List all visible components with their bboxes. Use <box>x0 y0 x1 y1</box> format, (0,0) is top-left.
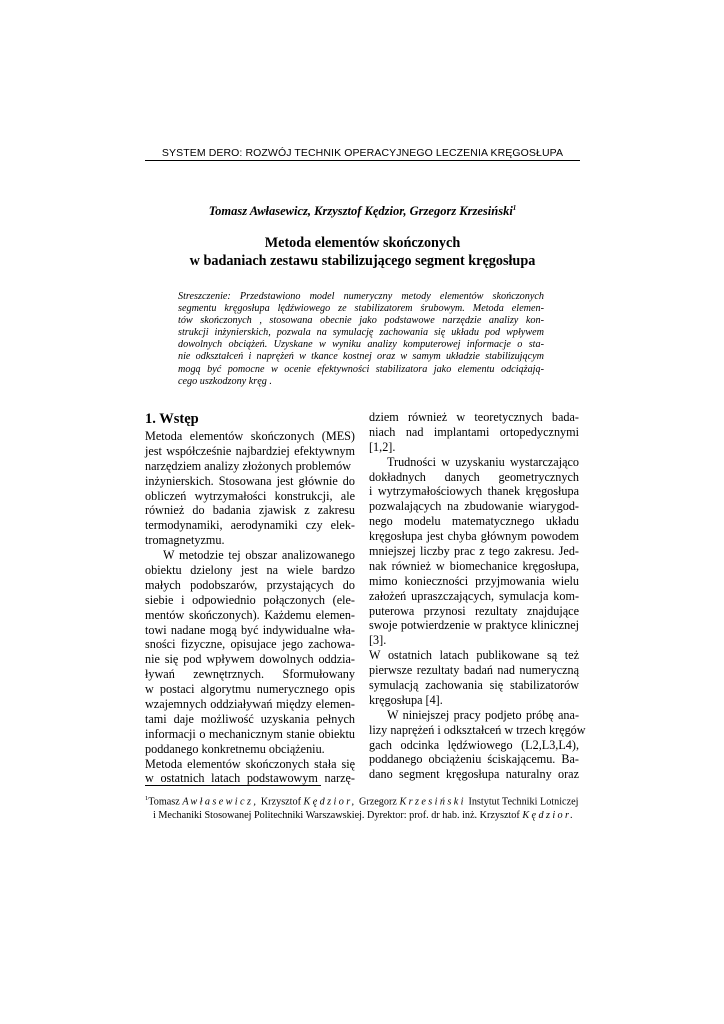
body-line: mniejszej liczby prac z tego zakresu. Jed- <box>369 544 579 559</box>
body-line: obliczeń wytrzymałości konstrukcji, ale <box>145 488 355 503</box>
body-line: pozwalających na zbudowanie wiarygod- <box>369 499 579 514</box>
body-line: również do badania zjawisk z zakresu <box>145 503 355 518</box>
paper-title <box>145 234 580 270</box>
body-line: niach nad implantami ortopedycznymi <box>369 424 579 439</box>
body-line: wzajemnych oddziaływań między elemen- <box>145 697 355 712</box>
body-line: inżynierskich. Stosowana jest głównie do <box>145 473 355 488</box>
body-line: kręgosłupa jest chyba głównym powodem <box>369 529 579 544</box>
title-line-1: Metoda elementów skończonych <box>264 235 461 251</box>
body-line: jest współcześnie najbardziej efektywnym <box>145 443 355 458</box>
body-line: w ostatnich latach podstawowym narzę- <box>145 771 355 786</box>
footnote-line-1 <box>145 792 585 809</box>
body-line: informacji o mechanicznym stanie obiektu <box>145 726 355 741</box>
footnote-line-2 <box>145 809 585 823</box>
footnote-text: Instytut Techniki Lotniczej <box>465 796 579 808</box>
body-line: swoje potwierdzenie w praktyce klinicznej <box>369 618 579 633</box>
body-line: mentów skończonych). Każdemu elemen- <box>145 607 355 622</box>
body-line: tami daje możliwość uzyskania pełnych <box>145 711 355 726</box>
body-line: [3]. <box>369 633 387 648</box>
body-line: puterowa przynosi rezultaty znajdujące <box>369 603 579 618</box>
footnote-mark: 1 <box>145 795 149 802</box>
body-line: dano segment kręgosłupa naturalny oraz <box>369 767 579 782</box>
abstract-line: tów skończonych , stosowana obecnie jako podstawowe narzędzie analizy kon- <box>178 315 544 327</box>
footnote-name: Kędzior, <box>303 796 357 808</box>
section-heading: 1. Wstęp <box>145 411 199 427</box>
body-line: w postaci algorytmu numerycznego opis <box>145 682 355 697</box>
footnote-rule <box>145 785 321 786</box>
abstract-line: cego uszkodzony kręg . <box>178 375 272 387</box>
body-line: W niniejszej pracy podjeto próbę ana- <box>387 707 579 722</box>
authors-text: Tomasz Awłasewicz, Krzysztof Kędzior, Grzegorz Krzesiński <box>208 204 513 219</box>
abstract-line: strukcji inżynierskich, pozwala na symulację zachowania się układu pod wpływem <box>178 327 544 339</box>
body-line: i wytrzymałościowych thanek kręgosłupa <box>369 484 579 499</box>
body-line: W metodzie tej obszar analizowanego <box>163 548 355 563</box>
header-rule <box>145 160 580 161</box>
body-line: założeń upraszczających, symulacja kom- <box>369 588 579 603</box>
body-line: lizy naprężeń i odkształceń w trzech kręgów <box>369 722 586 737</box>
footnote-text: Tomasz <box>148 796 183 808</box>
body-line: symulacją zachowania się stabilizatorów <box>369 678 579 693</box>
body-line: towi nadane mogą być indywidualne wła- <box>145 622 355 637</box>
body-line: [1,2]. <box>369 439 396 454</box>
body-line: dokładnych danych geometrycznych <box>369 469 579 484</box>
footnote-text: Krzysztof <box>258 796 304 808</box>
body-line: sności fizyczne, opisujace jego zachowa- <box>145 637 355 652</box>
body-line: mimo konieczności przyjmowania wielu <box>369 573 579 588</box>
body-line: poddanego obciążeniu ściskającemu. Ba- <box>369 752 579 767</box>
footnote-name: Awłasewicz, <box>182 796 259 808</box>
body-line: termodynamiki, aerodynamiki czy elek- <box>145 518 355 533</box>
footnote-name: Kędzior. <box>522 810 576 822</box>
body-line: dziem również w teoretycznych bada- <box>369 410 579 424</box>
body-line: obiektu dzielony jest na wiele bardzo <box>145 563 355 578</box>
authors-line <box>145 204 580 219</box>
body-line: poddanego konkretnemu obciążeniu. <box>145 741 325 756</box>
body-line: narzędziem analizy złożonych problemów <box>145 458 352 473</box>
abstract-line: Streszczenie: Przedstawiono model numeryczny metody elementów skończonych <box>178 291 544 302</box>
abstract-line: nie odkształceń i naprężeń w tkance kostnej oraz w samym układzie stabilizującym <box>178 351 544 363</box>
body-line: pierwsze rezultaty badań nad numeryczną <box>369 663 579 678</box>
body-line: Metoda elementów skończonych (MES) <box>145 429 355 443</box>
right-column <box>369 410 586 782</box>
authors-footnote-mark: 1 <box>512 204 517 212</box>
body-line: nak również w biomechanice kręgosłupa, <box>369 558 579 573</box>
footnote-text: i Mechaniki Stosowanej Politechniki Warszawskiej. Dyrektor: prof. dr hab. inż. Krzysztof <box>153 810 523 822</box>
footnote <box>145 792 585 823</box>
left-column <box>145 410 355 786</box>
body-line: siebie i odpowiednio połączonych (ele- <box>145 592 355 607</box>
body-line: Metoda elementów skończonych stała się <box>145 756 355 771</box>
footnote-text: Grzegorz <box>356 796 400 808</box>
footnote-name: Krzesiński <box>399 796 466 808</box>
body-line: nego modelu matematycznego układu <box>369 514 579 529</box>
body-line: gach odcinka lędźwiowego (L2,L3,L4), <box>369 737 579 752</box>
abstract <box>178 291 544 388</box>
body-line: nie się pod wpływem dowolnych oddzia- <box>145 652 355 667</box>
abstract-line: dowolnych obciążeń. Uzyskane w wyniku analizy komputerowej informacje o sta- <box>178 339 544 351</box>
body-line: Trudności w uzyskaniu wystarczająco <box>387 454 579 469</box>
running-header: SYSTEM DERO: ROZWÓJ TECHNIK OPERACYJNEGO LECZENIA KRĘGOSŁUPA <box>161 147 564 159</box>
body-line: małych podobszarów, przystających do <box>145 577 355 592</box>
title-line-2: w badaniach zestawu stabilizującego segment kręgosłupa <box>189 253 536 269</box>
abstract-line: mogą być pomocne w ocenie efektywności stabilizatora jako elementu odciążają- <box>178 363 544 375</box>
body-line: ływań zewnętrznych. Sformułowany <box>145 667 355 682</box>
body-line: kręgosłupa [4]. <box>369 692 443 707</box>
body-line: W ostatnich latach publikowane są też <box>369 648 579 663</box>
abstract-line: segmentu kręgosłupa lędźwiowego ze stabilizatorem śrubowym. Metoda elemen- <box>178 303 544 315</box>
body-line: tromagnetyzmu. <box>145 533 225 548</box>
